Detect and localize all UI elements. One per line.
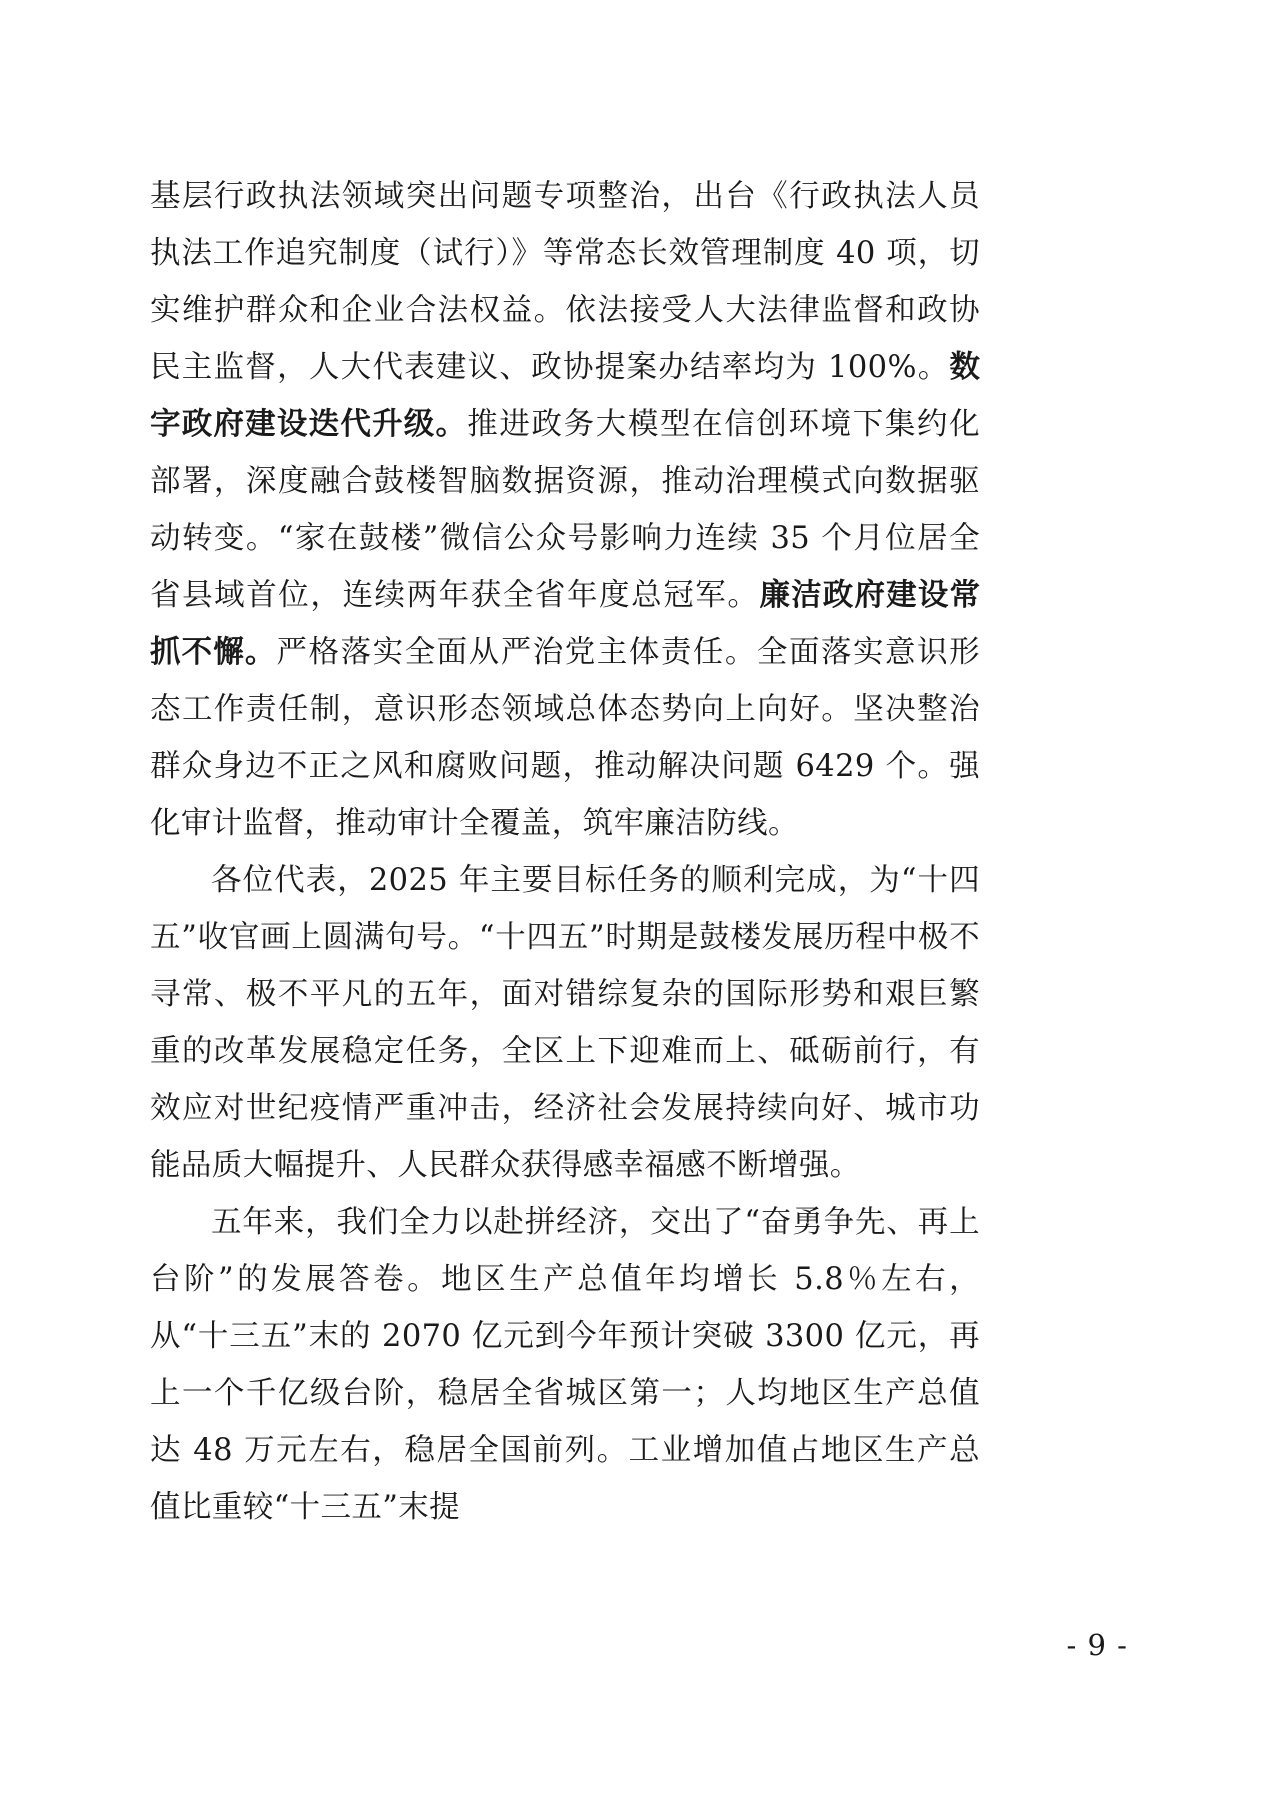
text-run: 五年来，我们全力以赴拼经济，交出了“奋勇争先、再上台阶”的发展答卷。地区生产总值年均增长 5.8％左右，从“十三五”末的 2070 亿元到今年预计突破 3300 亿元，再上一个千亿级台阶，稳居全省城区第一；人均地区生产总值达 48 万元左右，稳居全国前列。工业增加值占地区生产总值比重较“十三五”末提 <box>150 1205 980 1525</box>
paragraph-2 <box>150 852 980 1194</box>
emphasis-run: 数字政府建设迭代升级。 <box>150 350 980 442</box>
text-run: 推进政务大模型在信创环境下集约化部署，深度融合鼓楼智脑数据资源，推动治理模式向数据驱动转变。“家在鼓楼”微信公众号影响力连续 35 个月位居全省县域首位，连续两年获全省年度总冠军。 <box>150 407 981 613</box>
page-number: - 9 - <box>1066 1628 1128 1662</box>
text-run: 基层行政执法领域突出问题专项整治，出台《行政执法人员执法工作追究制度（试行）》等常态长效管理制度 40 项，切实维护群众和企业合法权益。依法接受人大法律监督和政协民主监督，人大代表建议、政协提案办结率均为 100%。 <box>150 179 980 385</box>
paragraph-1 <box>150 168 980 852</box>
text-run: 严格落实全面从严治党主体责任。全面落实意识形态工作责任制，意识形态领域总体态势向上向好。坚决整治群众身边不正之风和腐败问题，推动解决问题 6429 个。强化审计监督，推动审计全覆盖，筑牢廉洁防线。 <box>150 635 980 841</box>
paragraph-3 <box>150 1194 980 1536</box>
emphasis-run: 廉洁政府建设常抓不懈。 <box>150 578 980 670</box>
text-run: 各位代表，2025 年主要目标任务的顺利完成，为“十四五”收官画上圆满句号。“十四五”时期是鼓楼发展历程中极不寻常、极不平凡的五年，面对错综复杂的国际形势和艰巨繁重的改革发展稳定任务，全区上下迎难而上、砥砺前行，有效应对世纪疫情严重冲击，经济社会发展持续向好、城市功能品质大幅提升、人民群众获得感幸福感不断增强。 <box>150 863 980 1183</box>
page-body <box>150 168 980 1536</box>
